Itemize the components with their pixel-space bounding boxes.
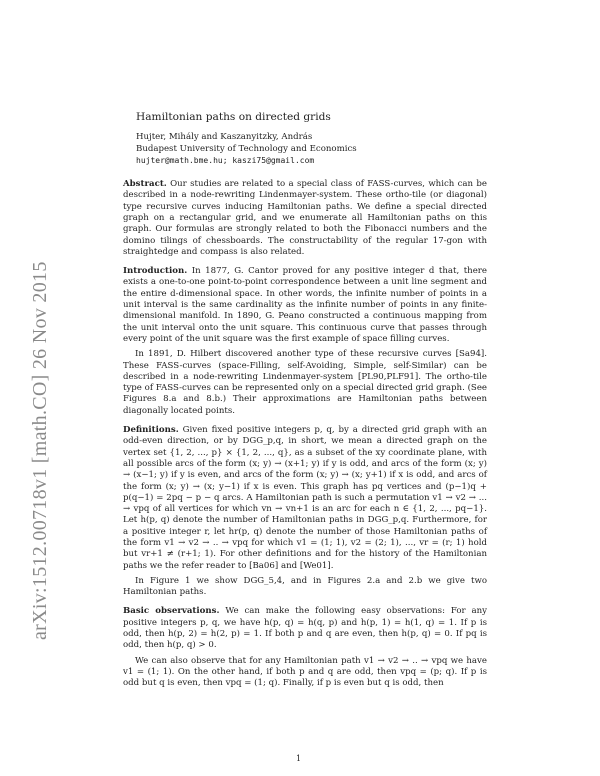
definitions-label: Definitions. (123, 425, 179, 436)
abstract-text: Our studies are related to a special class of FASS-curves, which can be described in a node-rewriting Lindenmayer-system. These ortho-tile (or diagonal) type recursive curves inducing Hamiltonian paths. We define a special directed graph on a rectangular grid, and we enumerate all Hamiltonian paths on this graph. Our formulas are strongly related to both the Fibonacci numbers and the domino tilings of chessboards. The constructability of the regular 17-gon with straightedge and compass is also related. (123, 179, 487, 257)
definitions-p2: In Figure 1 we show DGG_5,4, and in Figures 2.a and 2.b we give two Hamiltonian paths. (123, 575, 487, 598)
abstract-label: Abstract. (123, 179, 167, 190)
introduction-p1: In 1877, G. Cantor proved for any positive integer d that, there exists a one-to-one point-to-point correspondence between a unit line segment and the entire d-dimensional space. In other words, the infinite number of points in a unit interval is the same cardinality as the infinite number of points in any finite-dimensional manifold. In 1890, G. Peano constructed a continuous mapping from the unit interval onto the unit square. This continuous curve that passes through every point of the unit square was the first example of space filling curves. (123, 266, 487, 344)
definitions (123, 425, 487, 572)
arxiv-id: arXiv:1512.00718v1 [math.CO] 26 Nov 2015 (29, 261, 51, 640)
author-emails[interactable]: hujter@math.bme.hu; kaszi75@gmail.com (136, 156, 315, 166)
paper-title: Hamiltonian paths on directed grids (136, 111, 331, 123)
introduction (123, 266, 487, 345)
arxiv-stamp (8, 150, 68, 650)
basic-observations-p2: We can also observe that for any Hamiltonian path v1 → v2 → .. → vpq we have v1 = (1; 1). On the other hand, if both p and q are odd, then vpq = (p; q). If p is odd but q is even, then vpq = (1; q). Finally, if p is even but q is odd, then (123, 655, 487, 689)
affiliation: Budapest University of Technology and Economics (136, 143, 357, 154)
paper-page (123, 112, 487, 690)
basic-observations (123, 606, 487, 651)
page-number: 1 (296, 754, 302, 763)
arxiv-stamp-svg (8, 150, 68, 650)
authors: Hujter, Mihály and Kaszanyitzky, András (136, 132, 313, 143)
definitions-p1: Given fixed positive integers p, q, by a directed grid graph with an odd-even direction, or by DGG_p,q, in short, we mean a directed graph on the vertex set {1, 2, ..., p} × {1, 2, ..., q}, as a subset of the xy coordinate plane, with all possible arcs of the form (x; y) → (x+1; y) if y is odd, and arcs of the form (x; y) → (x−1; y) if y is even, and arcs of the form (x; y) → (x; y+1) if x is odd, and arcs of the form (x; y) → (x; y−1) if x is even. This graph has pq vertices and (p−1)q + p(q−1) = 2pq − p − q arcs. A Hamiltonian path is such a permutation v1 → v2 → ... → vpq of all vertices for which vn → vn+1 is an arc for each n ∈ {1, 2, ..., pq−1}. Let h(p, q) denote the number of Hamiltonian paths in DGG_p,q. Furthermore, for a positive integer r, let hr(p, q) denote the number of those Hamiltonian paths of the form v1 → v2 → .. → vpq for which v1 = (1; 1), v2 = (2; 1), ..., vr = (r; 1) hold but vr+1 ≠ (r+1; 1). For other definitions and for the history of the Hamiltonian paths we the refer reader to [Ba06] and [We01]. (123, 425, 488, 571)
basic-observations-label: Basic observations. (123, 606, 220, 617)
basic-observations-p1: We can make the following easy observations: For any positive integers p, q, we have h(p, q) = h(q, p) and h(p, 1) = h(1, q) = 1. If p is odd, then h(p, 2) = h(2, p) = 1. If both p and q are even, then h(p, q) = 0. If pq is odd, then h(p, q) > 0. (123, 606, 488, 651)
introduction-p2: In 1891, D. Hilbert discovered another type of these recursive curves [Sa94]. These FASS-curves (space-Filling, self-Avoiding, Simple, self-Similar) can be described in a node-rewriting Lindenmayer-system [PL90,PLF91]. The ortho-tile type of FASS-curves can be represented only on a special directed grid graph. (See Figures 8.a and 8.b.) Their approximations are Hamiltonian paths between diagonally located points. (123, 349, 487, 416)
abstract (123, 179, 487, 258)
introduction-label: Introduction. (123, 266, 188, 277)
